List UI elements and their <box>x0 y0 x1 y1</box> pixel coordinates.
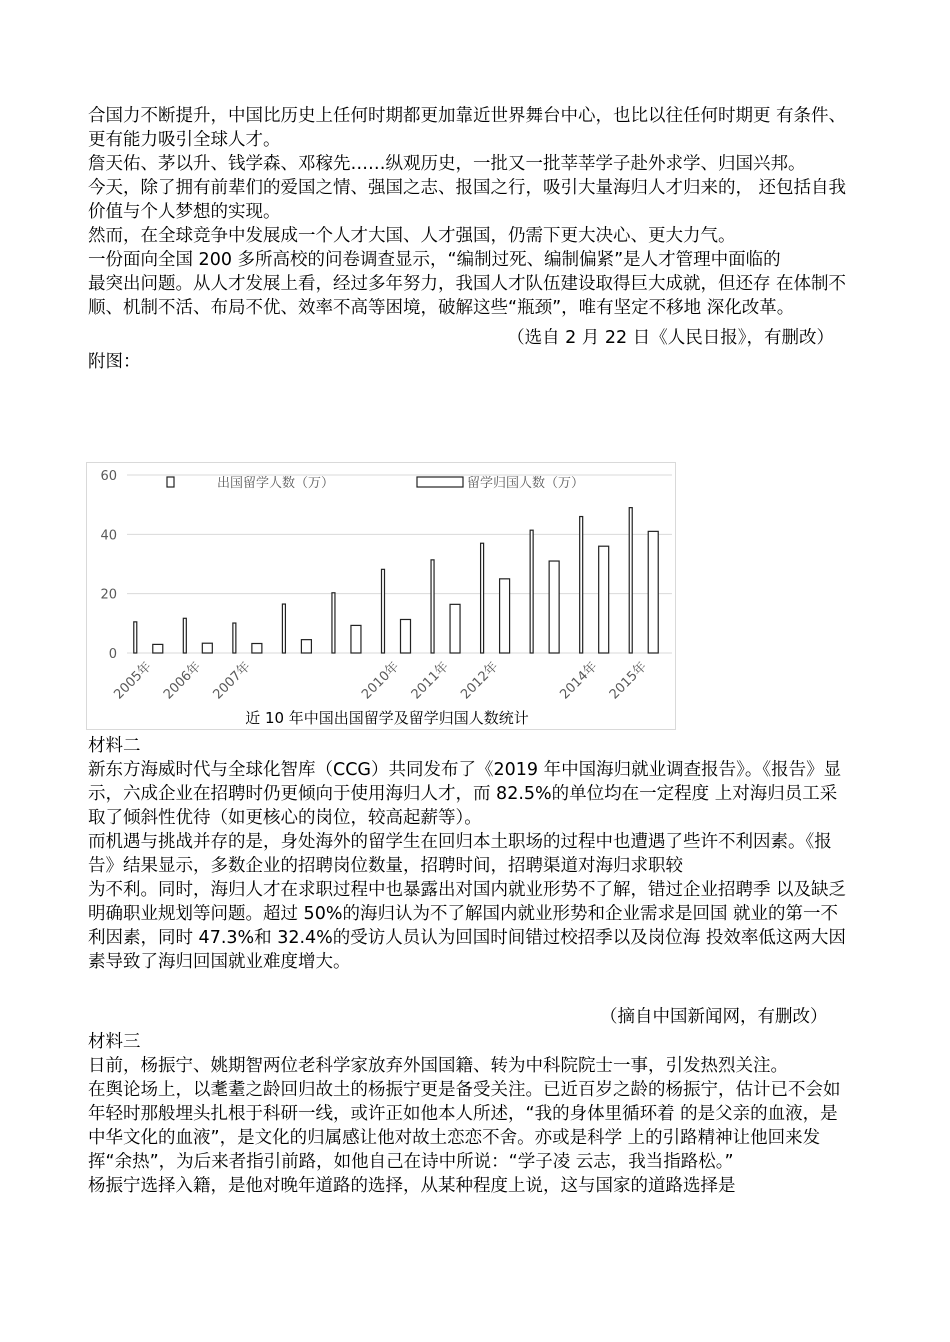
bar-outbound-students <box>580 517 583 653</box>
section-2 <box>88 734 848 974</box>
bar-returnees <box>500 579 510 653</box>
paragraph: 詹天佑、茅以升、钱学森、邓稼先……纵观历史，一批又一批莘莘学子赴外求学、归国兴邦。 <box>88 154 806 174</box>
x-tick-label: 2015年 <box>606 659 651 703</box>
y-tick-label: 60 <box>100 469 117 484</box>
chart-canvas <box>87 463 675 729</box>
bar-returnees <box>351 625 361 653</box>
paragraph: 而机遇与挑战并存的是，身处海外的留学生在回归本土职场的过程中也遭遇了些许不利因素。《报告》结果显示，多数企业的招聘岗位数量，招聘时间，招聘渠道对海归求职较 <box>88 832 832 876</box>
bar-outbound-students <box>431 560 434 653</box>
paragraph: 杨振宁选择入籍，是他对晚年道路的选择，从某种程度上说，这与国家的道路选择是 <box>88 1176 736 1196</box>
x-tick-label: 2012年 <box>458 659 502 703</box>
section-3 <box>88 1030 848 1198</box>
source-citation: （摘自中国新闻网，有删改） <box>600 1007 828 1027</box>
bar-returnees <box>648 531 658 653</box>
paragraph: 新东方海威时代与全球化智库（CCG）共同发布了《2019 年中国海归就业调查报告》。《报告》显示，六成企业在招聘时仍更倾向于使用海归人才，而 82.5%的单位均在一定程度 上对海归员工采取了倾斜性优待（如更核心的岗位，较高起薪等）。 <box>88 760 842 828</box>
bar-returnees <box>153 644 163 653</box>
bar-returnees <box>301 640 311 653</box>
figure-label: 附图： <box>88 352 141 372</box>
paragraph: 然而，在全球竞争中发展成一个人才大国、人才强国，仍需下更大决心、更大力气。 <box>88 226 736 246</box>
legend-swatch <box>417 477 463 487</box>
bar-outbound-students <box>134 622 137 653</box>
bar-outbound-students <box>282 604 285 653</box>
y-tick-label: 20 <box>100 587 117 603</box>
x-tick-label: 2005年 <box>111 659 155 703</box>
bar-outbound-students <box>481 543 484 653</box>
bar-returnees <box>599 546 609 653</box>
legend-label: 出国留学人数（万） <box>217 476 335 491</box>
bar-outbound-students <box>183 618 186 653</box>
bar-outbound-students <box>332 593 335 653</box>
bar-outbound-students <box>382 569 385 653</box>
section-1 <box>88 104 848 374</box>
chart-title: 近 10 年中国出国留学及留学归国人数统计 <box>245 709 529 727</box>
source-citation: （选自 2 月 22 日《人民日报》，有删改） <box>507 328 834 348</box>
paragraph: 为不利。同时，海归人才在求职过程中也暴露出对国内就业形势不了解，错过企业招聘季 以及缺乏明确职业规划等问题。超过 50%的海归认为不了解国内就业形势和企业需求是回国 就业的第一不利因素，同时 47.3%和 32.4%的受访人员认为回国时间错过校招季以及岗位海 投效率低这两大因素导致了海归回国就业难度增大。 <box>88 880 847 972</box>
paragraph: 一份面向全国 200 多所高校的问卷调查显示，“编制过死、编制偏紧”是人才管理中面临的 <box>88 250 781 270</box>
bar-returnees <box>549 561 559 653</box>
bar-returnees <box>401 619 411 653</box>
y-tick-label: 40 <box>100 528 117 544</box>
paragraph: 今天，除了拥有前辈们的爱国之情、强国之志、报国之行，吸引大量海归人才归来的， 还包括自我价值与个人梦想的实现。 <box>88 178 847 222</box>
y-tick-label: 0 <box>108 647 117 662</box>
x-tick-label: 2007年 <box>210 659 254 703</box>
bar-outbound-students <box>629 508 632 653</box>
x-tick-label: 2011年 <box>408 659 452 703</box>
bar-returnees <box>202 643 212 653</box>
bar-returnees <box>450 604 460 653</box>
section-heading: 材料三 <box>88 1032 141 1052</box>
section-heading: 材料二 <box>88 736 141 756</box>
bar-outbound-students <box>530 530 533 653</box>
bar-chart <box>86 462 676 730</box>
legend-label: 留学归国人数（万） <box>467 476 585 491</box>
paragraph: 在舆论场上，以耄耋之龄回归故土的杨振宁更是备受关注。已近百岁之龄的杨振宁，估计已不会如年轻时那般埋头扎根于科研一线，或许正如他本人所述，“我的身体里循环着 的是父亲的血液，是中华文化的血液”，是文化的归属感让他对故土恋恋不舍。亦或是科学 上的引路精神让他回来发挥“余热”，为后来者指引前路，如他自己在诗中所说：“学子凌 云志，我当指路松。” <box>88 1080 841 1172</box>
paragraph: 合国力不断提升，中国比历史上任何时期都更加靠近世界舞台中心，也比以往任何时期更 有条件、更有能力吸引全球人才。 <box>88 106 847 150</box>
x-tick-label: 2014年 <box>557 659 601 703</box>
x-tick-label: 2006年 <box>160 659 205 703</box>
bar-outbound-students <box>233 623 236 653</box>
legend-swatch <box>167 477 174 487</box>
paragraph: 日前，杨振宁、姚期智两位老科学家放弃外国国籍、转为中科院院士一事，引发热烈关注。 <box>88 1056 788 1076</box>
paragraph: 最突出问题。从人才发展上看，经过多年努力，我国人才队伍建设取得巨大成就，但还存 在体制不顺、机制不活、布局不优、效率不高等困境，破解这些“瓶颈”，唯有坚定不移地 深化改革。 <box>88 274 847 318</box>
x-tick-label: 2010年 <box>359 659 403 703</box>
bar-returnees <box>252 644 262 653</box>
